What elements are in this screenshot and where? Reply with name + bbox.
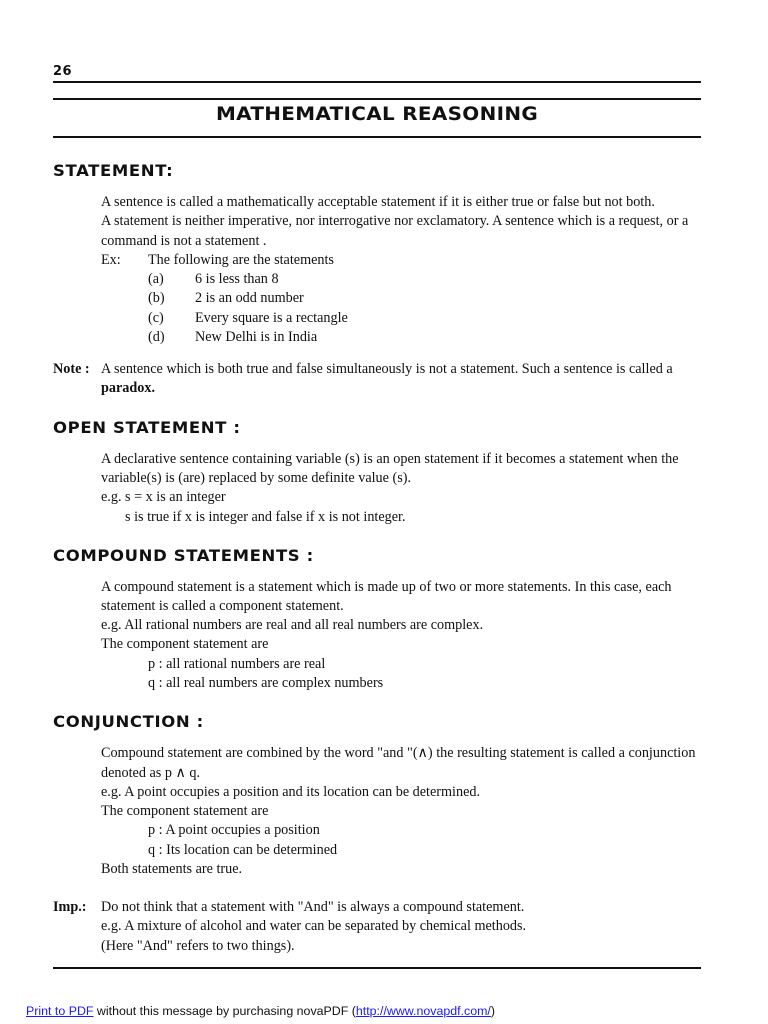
novapdf-url-link[interactable]: http://www.novapdf.com/ (355, 1004, 491, 1018)
list-item: 6 is less than 8 (195, 271, 279, 287)
list-item: Every square is a rectangle (195, 310, 348, 326)
list-item-label: (b) (148, 290, 165, 306)
paragraph-line: statement is called a component statement. (101, 598, 344, 614)
paragraph-line: A compound statement is a statement which is made up of two or more statements. In this case, each (101, 579, 672, 595)
list-item-label: (d) (148, 329, 165, 345)
paragraph-line: e.g. A point occupies a position and its location can be determined. (101, 784, 481, 800)
title-rule-bottom (53, 136, 701, 138)
paragraph-line: denoted as p ∧ q. (101, 765, 201, 781)
paragraph-line: A declarative sentence containing variable (s) is an open statement if it becomes a statement when the (101, 451, 679, 467)
footer-close: ) (490, 1004, 496, 1018)
paragraph-line: The component statement are (101, 636, 269, 652)
example-label: Ex: (101, 252, 121, 268)
print-to-pdf-link[interactable]: Print to PDF (26, 1004, 94, 1018)
footer-text: without this message by purchasing novaPDF ( (93, 1004, 356, 1018)
bottom-rule (53, 967, 701, 969)
paragraph-line: Compound statement are combined by the word "and "(∧) the resulting statement is called a conjunction (101, 745, 696, 761)
component-statement: q : all real numbers are complex numbers (148, 675, 384, 691)
paragraph-line: Both statements are true. (101, 861, 243, 877)
page-title: MATHEMATICAL REASONING (215, 103, 539, 125)
paragraph-line: e.g. s = x is an integer (101, 489, 226, 505)
section-heading-conjunction: CONJUNCTION : (53, 712, 204, 731)
imp-label: Imp.: (53, 899, 87, 915)
list-item: 2 is an odd number (195, 290, 304, 306)
paragraph-line: Do not think that a statement with "And" is always a compound statement. (101, 899, 525, 915)
paragraph-line: The component statement are (101, 803, 269, 819)
section-heading-statement: STATEMENT: (53, 161, 174, 180)
component-statement: p : A point occupies a position (148, 822, 320, 838)
top-rule (53, 81, 701, 83)
component-statement: p : all rational numbers are real (148, 656, 326, 672)
paragraph-line: variable(s) is (are) replaced by some definite value (s). (101, 470, 412, 486)
paragraph-line: A statement is neither imperative, nor interrogative nor exclamatory. A sentence which is a request, or a (101, 213, 689, 229)
paragraph-line: e.g. All rational numbers are real and all real numbers are complex. (101, 617, 484, 633)
note-term: paradox. (101, 380, 155, 396)
list-item: New Delhi is in India (195, 329, 318, 345)
paragraph-line: command is not a statement . (101, 233, 267, 249)
note-text: A sentence which is both true and false simultaneously is not a statement. Such a sentence is called a (101, 361, 673, 377)
list-item-label: (c) (148, 310, 164, 326)
page-number: 26 (53, 64, 73, 79)
paragraph-line: e.g. A mixture of alcohol and water can be separated by chemical methods. (101, 918, 527, 934)
list-item-label: (a) (148, 271, 164, 287)
print-footer (26, 1004, 495, 1018)
paragraph-line: (Here "And" refers to two things). (101, 938, 295, 954)
example-intro: The following are the statements (148, 252, 334, 268)
section-heading-open-statement: OPEN STATEMENT : (53, 418, 241, 437)
component-statement: q : Its location can be determined (148, 842, 338, 858)
note-label: Note : (53, 361, 90, 377)
title-rule-top (53, 98, 701, 100)
paragraph-line: s is true if x is integer and false if x is not integer. (125, 509, 406, 525)
paragraph-line: A sentence is called a mathematically acceptable statement if it is either true or false but not both. (101, 194, 655, 210)
section-heading-compound: COMPOUND STATEMENTS : (53, 546, 314, 565)
